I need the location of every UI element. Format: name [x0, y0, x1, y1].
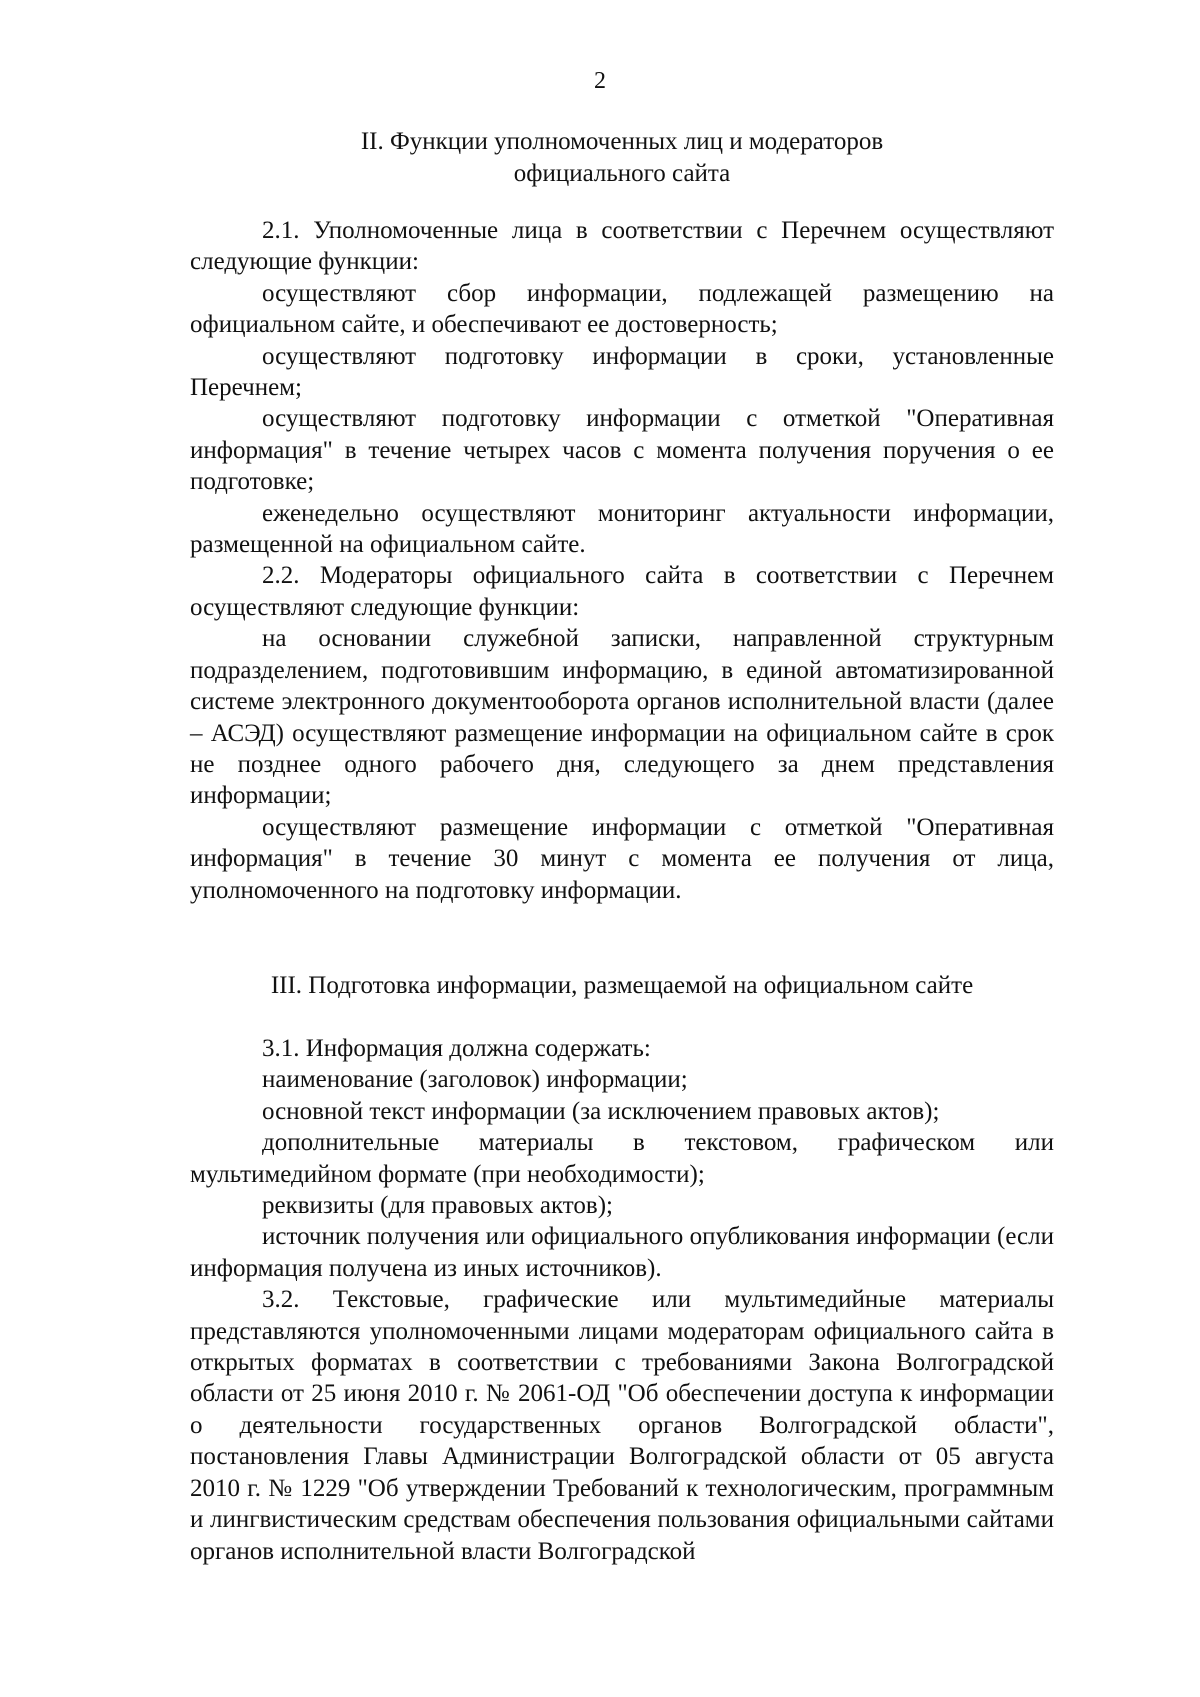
paragraph-2-2-item-operative: осуществляют размещение информации с отметкой "Оперативная информация" в течение 30 минут с момента ее получения от лица, уполномоченного на подготовку информации. — [190, 813, 1054, 904]
paragraph-2-1-item-collect: осуществляют сбор информации, подлежащей размещению на официальном сайте, и обеспечивают ее достоверность; — [190, 279, 1054, 339]
paragraph-3-1-item-materials: дополнительные материалы в текстовом, графическом или мультимедийном формате (при необходимости); — [190, 1129, 1054, 1188]
section-2-body — [190, 215, 1054, 906]
paragraph-3-1-item-source: источник получения или официального опубликования информации (если информация получена из иных источников). — [190, 1223, 1054, 1282]
section-2-heading-line-2: официального сайта — [513, 160, 731, 187]
paragraph-3-1-item-requisites: реквизиты (для правовых актов); — [262, 1192, 613, 1220]
paragraph-3-1: 3.1. Информация должна содержать: — [262, 1035, 651, 1062]
section-3-heading: III. Подготовка информации, размещаемой на официальном сайте — [270, 972, 974, 999]
paragraph-3-2: 3.2. Текстовые, графические или мультимедийные материалы представляются уполномоченными лицами модераторам официального сайта в открытых форматах в соответствии с требованиями Закона Волгоградской области от 25 июня 2010 г. № 2061-ОД "Об обеспечении доступа к информации о деятельности государственных органов Волгоградской области", постановления Главы Администрации Волгоградской области от 05 августа 2010 г. № 1229 "Об утверждении Требований к технологическим, программным и лингвистическим средствам обеспечения пользования официальными сайтами органов исполнительной власти Волгоградской — [190, 1286, 1054, 1565]
paragraph-2-1: 2.1. Уполномоченные лица в соответствии с Перечнем осуществляют следующие функции: — [190, 217, 1054, 276]
paragraph-2-1-item-operative: осуществляют подготовку информации с отметкой "Оперативная информация" в течение четырех часов с момента получения поручения о ее подготовке; — [190, 405, 1054, 496]
paragraph-2-2-item-publish: на основании служебной записки, направленной структурным подразделением, подготовившим информацию, в единой автоматизированной системе электронного документооборота органов исполнительной власти (далее – АСЭД) осуществляют размещение информации на официальном сайте в срок не позднее одного рабочего дня, следующего за днем представления информации; — [190, 625, 1054, 810]
paragraph-2-1-item-monitor: еженедельно осуществляют мониторинг актуальности информации, размещенной на официальном сайте. — [190, 499, 1054, 559]
section-2-heading — [190, 126, 1054, 190]
section-2-heading-line-1: II. Функции уполномоченных лиц и модераторов — [360, 128, 884, 155]
paragraph-2-1-item-prepare: осуществляют подготовку информации в сроки, установленные Перечнем; — [190, 342, 1054, 402]
section-3-body — [190, 1033, 1054, 1567]
paragraph-3-1-item-title: наименование (заголовок) информации; — [262, 1066, 688, 1094]
paragraph-2-2: 2.2. Модераторы официального сайта в соответствии с Перечнем осуществляют следующие функции: — [190, 562, 1054, 621]
page-number: 2 — [594, 68, 606, 94]
paragraph-3-1-item-text: основной текст информации (за исключением правовых актов); — [262, 1097, 940, 1125]
